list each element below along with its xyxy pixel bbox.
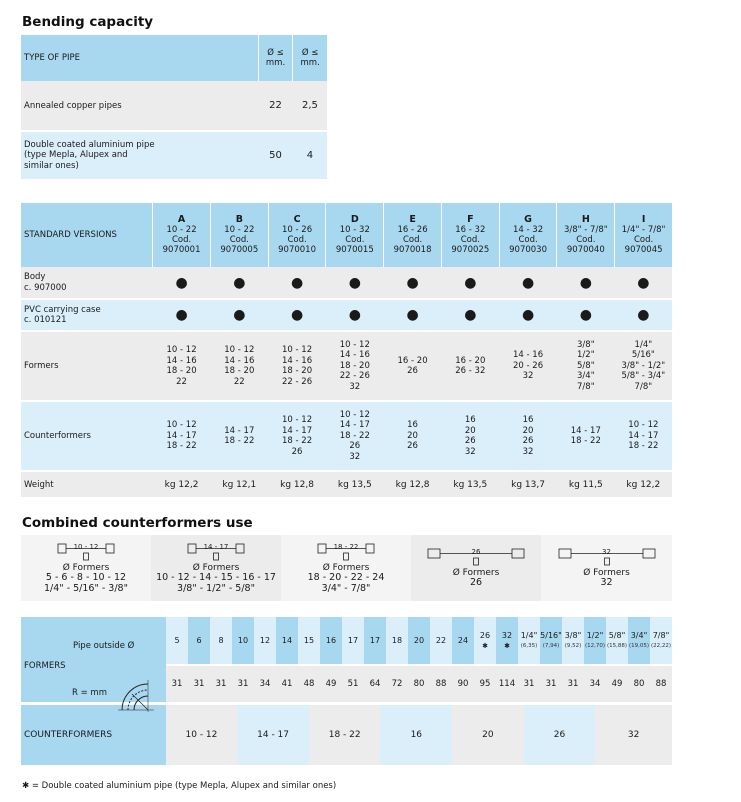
formers-value: 14 - 16 <box>282 355 313 366</box>
counterformers-value: 18 - 22 <box>282 436 313 446</box>
formers-value: 7/8" <box>577 381 595 392</box>
weight-value: kg 12,1 <box>210 471 268 497</box>
included-dot: ● <box>499 299 557 331</box>
formers-value: 14 - 16 <box>224 355 255 366</box>
formers-value: 3/8" - 1/2" <box>621 360 666 371</box>
pipe-size: 7/8" <box>652 630 670 640</box>
pipe-size: 22 <box>435 635 447 645</box>
row-value: 2,5 <box>293 81 327 131</box>
version-code: 9070045 <box>624 245 663 255</box>
counterformers-value: 26 <box>522 436 534 446</box>
pipe-size-cell <box>606 617 628 665</box>
counterformers-cell <box>326 401 384 471</box>
counterformers-value: 14 - 17 <box>339 420 370 431</box>
version-letter: C <box>293 214 301 225</box>
version-cod: Cod. <box>460 235 480 245</box>
formers-value: 5/8" <box>577 360 595 371</box>
weight-value: kg 11,5 <box>557 471 615 497</box>
counterformers-value: 16 <box>464 415 476 425</box>
counterformer-size-label: 18 - 22 <box>333 543 359 551</box>
version-cod: Cod. <box>402 235 423 245</box>
pipe-size: 26 <box>479 630 491 640</box>
formers-list: 10 - 12 - 14 - 15 - 16 - 17 <box>156 572 276 583</box>
formers-list: 1/4" - 5/16" - 3/8" <box>44 582 128 594</box>
included-dot: ● <box>153 267 211 299</box>
pipe-size: 8 <box>218 635 224 645</box>
thickness-header: Ø ≤ mm. <box>293 35 327 81</box>
radius-value: 72 <box>386 665 408 702</box>
counterformer-value: 18 - 22 <box>309 705 381 765</box>
counterformers-cell <box>153 401 211 471</box>
formers-value: 10 - 12 <box>339 339 370 350</box>
formers-value: 14 - 16 <box>513 350 544 361</box>
version-range: 16 - 26 <box>397 225 428 235</box>
included-dot: ● <box>557 299 615 331</box>
formers-heading: Ø Formers <box>452 567 500 578</box>
pipe-size: 10 <box>237 635 249 645</box>
pipe-size-cell <box>276 617 298 665</box>
counterformers-value: 10 - 12 <box>628 420 659 431</box>
version-code: 9070018 <box>393 245 432 255</box>
version-cod: Cod. <box>229 235 249 245</box>
formers-value: 22 - 26 <box>282 376 313 387</box>
formers-value: 1/2" <box>577 350 595 361</box>
formers-value: 5/8" - 3/4" <box>621 371 666 382</box>
formers-value: 14 - 16 <box>339 350 370 361</box>
row-label-text: PVC carrying case <box>24 304 101 315</box>
version-header-a <box>153 203 211 267</box>
counterformers-groups-table <box>21 535 672 601</box>
pipe-size-cell <box>254 617 276 665</box>
formers-cell <box>557 331 615 401</box>
pipe-size-inch: (6,35) <box>520 642 538 649</box>
pipe-size-inch: (9,52) <box>564 642 582 649</box>
counterformers-value: 26 <box>291 446 303 457</box>
radius-value: 34 <box>254 665 276 702</box>
pipe-size-cell <box>364 617 386 665</box>
included-dot: ● <box>268 299 326 331</box>
version-letter: F <box>467 214 474 225</box>
counterformer-value: 20 <box>452 705 524 765</box>
pipe-size-cell <box>650 617 672 665</box>
bending-capacity-table <box>21 35 327 179</box>
counterformer-value: 10 - 12 <box>166 705 238 765</box>
counterformers-value: 18 - 22 <box>628 441 659 452</box>
included-dot: ● <box>268 267 326 299</box>
pipe-size: 3/8" <box>564 630 582 640</box>
counterformers-value: 32 <box>522 446 534 457</box>
formers-value: 32 <box>349 381 361 392</box>
included-dot: ● <box>210 267 268 299</box>
formers-cell <box>615 331 672 401</box>
version-header-h <box>557 203 615 267</box>
counterformers-value: 26 <box>349 441 361 452</box>
counterformers-value: 14 - 17 <box>628 430 659 441</box>
included-dot: ● <box>615 299 672 331</box>
bending-capacity-title: Bending capacity <box>22 14 154 30</box>
pipe-size: 3/4" <box>630 630 648 640</box>
included-dot: ● <box>384 267 442 299</box>
pipe-size-cell <box>496 617 518 665</box>
weight-value: kg 13,5 <box>326 471 384 497</box>
radius-value: 80 <box>408 665 430 702</box>
radius-value: 114 <box>496 665 518 702</box>
row-value: 50 <box>258 131 293 179</box>
pipe-size-cell <box>408 617 430 665</box>
version-header-i <box>615 203 672 267</box>
weight-label: Weight <box>21 471 153 497</box>
pipe-size-cell <box>584 617 606 665</box>
version-range: 10 - 22 <box>166 225 197 235</box>
pipe-size: 24 <box>457 635 469 645</box>
counterformers-value: 18 - 22 <box>339 430 370 441</box>
counterformer-group <box>21 535 151 601</box>
version-code: 9070030 <box>509 245 547 255</box>
formers-value: 22 - 26 <box>339 371 370 382</box>
row-value: 4 <box>293 131 327 179</box>
formers-label: FORMERS <box>24 661 66 671</box>
row-value: 22 <box>258 81 293 131</box>
weight-value: kg 13,7 <box>499 471 557 497</box>
counterformers-value: 16 <box>407 420 418 431</box>
formers-value: 22 <box>233 376 245 387</box>
pipe-size-cell <box>188 617 210 665</box>
counterformer-value: 16 <box>380 705 452 765</box>
counterformers-value: 32 <box>349 451 361 462</box>
formers-list: 5 - 6 - 8 - 10 - 12 <box>45 572 127 583</box>
version-range: 1/4" - 7/8" <box>621 225 666 235</box>
counterformers-value: 20 <box>464 425 476 436</box>
counterformers-cell <box>499 401 557 471</box>
formers-value: 20 - 26 <box>513 360 544 371</box>
radius-value: 64 <box>364 665 386 702</box>
counterformers-cell <box>441 401 499 471</box>
included-dot: ● <box>326 267 384 299</box>
counterformers-cell <box>615 401 672 471</box>
counterformers-value: 18 - 22 <box>166 441 197 452</box>
counterformers-value: 14 - 17 <box>282 425 313 436</box>
formers-heading: Ø Formers <box>583 567 630 578</box>
pipe-size: 17 <box>347 635 359 645</box>
included-dot: ● <box>210 299 268 331</box>
pipe-size-inch: (15,88) <box>606 642 628 649</box>
pipe-size-cell <box>166 617 188 665</box>
counterformer-group <box>151 535 281 601</box>
counterformers-value: 26 <box>407 441 418 452</box>
formers-value: 18 - 20 <box>282 366 313 376</box>
counterformers-label: COUNTERFORMERS <box>21 705 166 765</box>
formers-cell <box>326 331 384 401</box>
pipe-size: 20 <box>413 635 425 645</box>
formers-value: 18 - 20 <box>166 366 197 376</box>
radius-label: R = mm <box>72 688 107 698</box>
version-range: 10 - 26 <box>282 225 313 235</box>
pipe-size-inch: (12,70) <box>584 642 606 649</box>
radius-value: 90 <box>452 665 474 702</box>
row-label <box>21 267 153 299</box>
star-marker: ✱ <box>504 641 510 650</box>
counterformer-size-label: 32 <box>602 548 611 557</box>
counterformer-group <box>281 535 411 601</box>
radius-value: 31 <box>166 665 188 702</box>
formers-cell <box>210 331 268 401</box>
radius-value: 49 <box>320 665 342 702</box>
radius-value: 41 <box>276 665 298 702</box>
version-code: 9070001 <box>162 245 201 255</box>
row-label-text: c. 010121 <box>24 315 67 325</box>
pipe-size: 14 <box>281 635 293 645</box>
formers-heading: Ø Formers <box>62 562 110 573</box>
radius-value: 95 <box>474 665 496 702</box>
formers-cell <box>441 331 499 401</box>
counterformers-value: 32 <box>464 446 476 457</box>
counterformer-group <box>541 535 672 601</box>
radius-value: 88 <box>650 665 672 702</box>
pipe-size-cell <box>298 617 320 665</box>
counterformers-value: 14 - 17 <box>224 425 255 436</box>
formers-value: 5/16" <box>631 350 655 361</box>
row-label <box>21 299 153 331</box>
counterformers-cell <box>557 401 615 471</box>
pipe-size-cell <box>232 617 254 665</box>
pipe-size-cell <box>430 617 452 665</box>
pipe-size: 12 <box>259 635 271 645</box>
radius-value: 48 <box>298 665 320 702</box>
formers-value: 3/8" <box>577 339 595 350</box>
formers-value: 10 - 12 <box>282 345 313 355</box>
pipe-size-cell <box>540 617 562 665</box>
pipe-size-cell <box>518 617 540 665</box>
counterformers-value: 16 <box>522 415 534 425</box>
version-range: 10 - 32 <box>339 225 370 235</box>
counterformers-value: 10 - 12 <box>282 415 313 425</box>
counterformers-value: 10 - 12 <box>166 420 197 431</box>
counterformers-value: 26 <box>464 436 476 446</box>
version-letter: G <box>524 214 532 225</box>
version-cod: Cod. <box>171 235 192 245</box>
pipe-size-inch: (19,05) <box>628 642 650 649</box>
formers-value: 16 - 20 <box>455 355 486 366</box>
pipe-size: 16 <box>325 635 337 645</box>
version-header-e <box>384 203 442 267</box>
formers-value: 14 - 16 <box>166 355 197 366</box>
pipe-size-cell <box>474 617 496 665</box>
weight-value: kg 12,8 <box>384 471 442 497</box>
pipe-size: 6 <box>196 635 202 645</box>
counterformers-cell <box>384 401 442 471</box>
bend-radius-icon <box>118 680 154 712</box>
version-cod: Cod. <box>345 235 365 245</box>
pipe-size: 1/2" <box>586 630 604 640</box>
included-dot: ● <box>441 267 499 299</box>
counterformer-value: 32 <box>595 705 672 765</box>
version-range: 10 - 22 <box>224 225 255 235</box>
counterformers-label: Counterformers <box>21 401 153 471</box>
pipe-size: 5/16" <box>540 630 562 640</box>
formers-list: 3/4" - 7/8" <box>321 582 371 594</box>
pipe-size: 5/8" <box>608 630 626 640</box>
counterformer-value: 14 - 17 <box>237 705 309 765</box>
counterformers-value: 14 - 17 <box>570 425 601 436</box>
included-dot: ● <box>153 299 211 331</box>
row-label: Double coated aluminium pipe (type Mepla, Alupex and similar ones) <box>21 131 258 179</box>
weight-value: kg 12,2 <box>615 471 672 497</box>
pipe-size-cell <box>452 617 474 665</box>
formers-value: 7/8" <box>634 381 653 392</box>
formers-value: 26 - 32 <box>455 366 486 376</box>
row-label: Annealed copper pipes <box>21 81 258 131</box>
formers-cell <box>268 331 326 401</box>
weight-value: kg 13,5 <box>441 471 499 497</box>
pipe-size-inch: (22,22) <box>650 642 672 649</box>
included-dot: ● <box>384 299 442 331</box>
counterformers-value: 14 - 17 <box>166 430 197 441</box>
pipe-size-cell <box>562 617 584 665</box>
formers-value: 16 - 20 <box>397 355 428 366</box>
included-dot: ● <box>326 299 384 331</box>
counterformers-value: 20 <box>522 425 534 436</box>
version-header-d <box>326 203 384 267</box>
counterformer-size-label: 10 - 12 <box>73 543 99 551</box>
pipe-size: 32 <box>501 630 513 640</box>
formers-list: 32 <box>600 577 613 589</box>
radius-value: 88 <box>430 665 452 702</box>
radius-value: 31 <box>188 665 210 702</box>
formers-cell <box>153 331 211 401</box>
version-letter: I <box>641 214 646 225</box>
footnote: ✱ = Double coated aluminium pipe (type Mepla, Alupex and similar ones) <box>22 781 337 791</box>
formers-value: 22 <box>176 376 187 387</box>
version-code: 9070025 <box>451 245 490 255</box>
formers-cell <box>499 331 557 401</box>
counterformer-group <box>411 535 541 601</box>
counterformers-value: 10 - 12 <box>339 409 370 420</box>
version-code: 9070015 <box>335 245 374 255</box>
standard-versions-table <box>21 203 672 497</box>
counterformer-size-label: 26 <box>471 548 481 557</box>
pipe-size: 1/4" <box>520 630 538 640</box>
version-range: 16 - 32 <box>455 225 486 235</box>
version-range: 14 - 32 <box>513 225 544 235</box>
formers-value: 3/4" <box>577 371 595 382</box>
version-code: 9070010 <box>278 245 316 255</box>
pipe-outside-label: Pipe outside Ø <box>73 641 135 651</box>
included-dot: ● <box>441 299 499 331</box>
radius-value: 34 <box>584 665 606 702</box>
formers-heading: Ø Formers <box>192 562 240 573</box>
formers-value: 26 <box>407 366 418 376</box>
included-dot: ● <box>557 267 615 299</box>
pipe-size: 17 <box>369 635 381 645</box>
included-dot: ● <box>615 267 672 299</box>
combined-counterformers-title: Combined counterformers use <box>22 515 253 531</box>
pipe-size: 5 <box>174 635 180 645</box>
pipe-size-cell <box>628 617 650 665</box>
formers-heading: Ø Formers <box>322 562 370 573</box>
radius-value: 31 <box>210 665 232 702</box>
formers-label: Formers <box>21 331 153 401</box>
counterformers-cell <box>268 401 326 471</box>
row-label-text: Body <box>24 272 46 282</box>
formers-list: 3/8" - 1/2" - 5/8" <box>177 582 255 594</box>
version-header-c <box>268 203 326 267</box>
formers-value: 18 - 20 <box>339 360 370 371</box>
standard-versions-header: STANDARD VERSIONS <box>21 203 153 267</box>
pipe-size-cell <box>320 617 342 665</box>
formers-list: 26 <box>469 577 483 589</box>
version-cod: Cod. <box>518 235 538 245</box>
included-dot: ● <box>499 267 557 299</box>
radius-value: 31 <box>518 665 540 702</box>
version-letter: H <box>581 214 590 225</box>
pipe-size-inch: (7,94) <box>542 642 560 649</box>
formers-value: 10 - 12 <box>166 345 197 355</box>
counterformers-value: 18 - 22 <box>570 436 601 446</box>
radius-value: 49 <box>606 665 628 702</box>
radius-value: 51 <box>342 665 364 702</box>
version-code: 9070040 <box>566 245 605 255</box>
radius-value: 31 <box>232 665 254 702</box>
version-cod: Cod. <box>576 235 596 245</box>
formers-cell <box>384 331 442 401</box>
version-header-b <box>210 203 268 267</box>
counterformers-value: 18 - 22 <box>224 436 255 446</box>
version-cod: Cod. <box>633 235 654 245</box>
version-range: 3/8" - 7/8" <box>563 225 608 235</box>
weight-value: kg 12,2 <box>153 471 211 497</box>
formers-list: 18 - 20 - 22 - 24 <box>307 572 385 583</box>
pipe-size-cell <box>210 617 232 665</box>
formers-value: 18 - 20 <box>224 366 255 376</box>
version-header-g <box>499 203 557 267</box>
type-of-pipe-header: TYPE OF PIPE <box>21 35 258 81</box>
formers-value: 32 <box>522 371 534 382</box>
version-header-f <box>441 203 499 267</box>
pipe-size-cell <box>342 617 364 665</box>
counterformers-value: 20 <box>407 430 418 441</box>
version-cod: Cod. <box>287 235 307 245</box>
radius-value: 31 <box>562 665 584 702</box>
star-marker: ✱ <box>482 641 488 650</box>
formers-value: 1/4" <box>634 339 653 350</box>
formers-value: 10 - 12 <box>224 345 255 355</box>
radius-value: 80 <box>628 665 650 702</box>
counterformer-value: 26 <box>524 705 596 765</box>
pipe-size-cell <box>386 617 408 665</box>
version-letter: A <box>177 214 186 225</box>
pipe-size: 15 <box>303 635 315 645</box>
version-letter: E <box>409 214 416 225</box>
diameter-header: Ø ≤ mm. <box>258 35 293 81</box>
counterformers-cell <box>210 401 268 471</box>
pipe-size: 18 <box>391 635 403 645</box>
radius-value: 31 <box>540 665 562 702</box>
row-label-text: c. 907000 <box>24 282 67 293</box>
counterformer-size-label: 14 - 17 <box>203 543 229 551</box>
version-letter: B <box>235 214 243 225</box>
weight-value: kg 12,8 <box>268 471 326 497</box>
version-letter: D <box>350 214 359 225</box>
counterformers-row-table <box>21 705 672 765</box>
version-code: 9070005 <box>220 245 259 255</box>
